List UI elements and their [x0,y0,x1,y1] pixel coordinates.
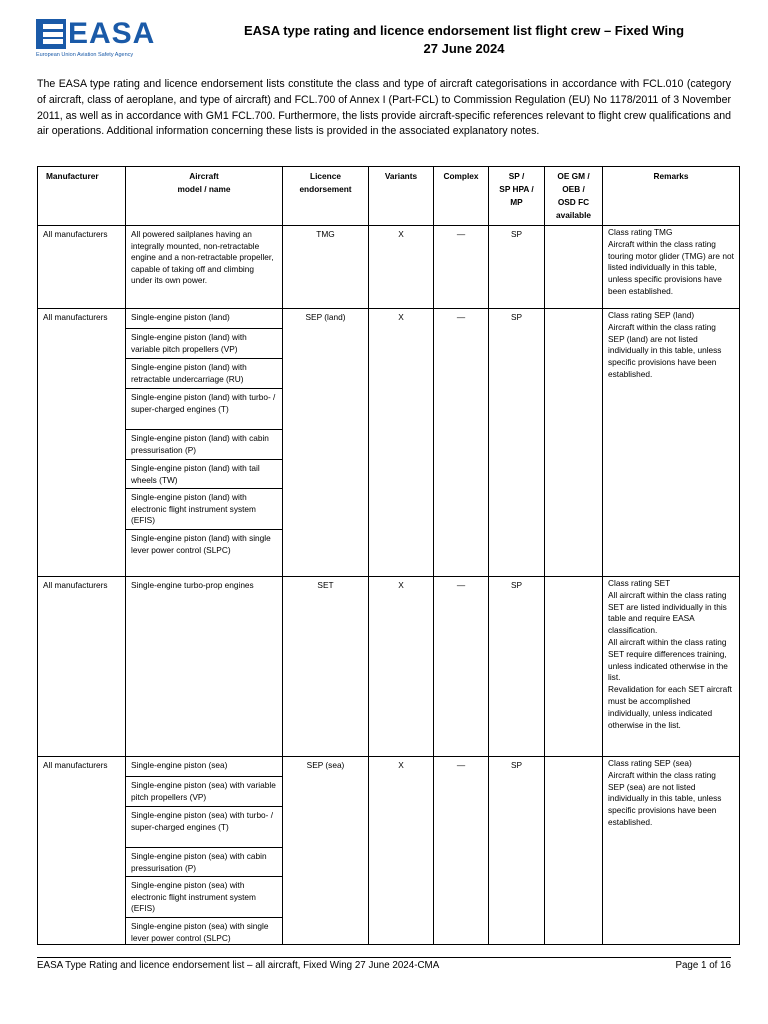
header-manufacturer: Manufacturer [38,167,126,226]
table-row [38,757,740,945]
cell-manufacturer: All manufacturers [38,226,126,309]
header-variants: Variants [369,167,434,226]
header-remarks: Remarks [603,167,740,226]
cell-manufacturer: All manufacturers [38,757,126,945]
table-row [38,309,740,577]
cell-variants: X [369,226,434,309]
header-aircraft: Aircraft model / name [126,167,283,226]
table-header-row [38,167,740,226]
cell-complex: — [434,309,489,577]
aircraft-sub-item: Single-engine piston (land) with tail wheels (TW) [126,460,282,489]
document-title [200,22,728,58]
aircraft-sub-item: Single-engine piston (sea) with single lever power control (SLPC) [131,921,269,943]
aircraft-sub-item: Single-engine piston (land) with retractable undercarriage (RU) [126,359,282,389]
logo-subtitle: European Union Aviation Safety Agency [36,52,134,58]
cell-manufacturer: All manufacturers [38,309,126,577]
cell-sp: SP [489,226,545,309]
title-date: 27 June 2024 [423,41,505,56]
header-sp: SP / SP HPA / MP [489,167,545,226]
type-rating-table [37,166,740,945]
cell-oe [545,577,603,757]
footer-page-number: Page 1 of 16 [675,960,731,971]
aircraft-sub-item: Single-engine piston (land) with cabin pressurisation (P) [126,430,282,460]
cell-licence: TMG [283,226,369,309]
aircraft-sub-item: Single-engine piston (sea) [126,757,282,777]
aircraft-sub-item: Single-engine piston (land) [126,309,282,329]
cell-licence: SEP (sea) [283,757,369,945]
cell-oe [545,226,603,309]
footer-doc-reference: EASA Type Rating and licence endorsement list – all aircraft, Fixed Wing 27 June 2024-CMA [37,960,440,971]
easa-logo [36,17,156,61]
cell-sp: SP [489,309,545,577]
logo-wordmark: EASA [68,17,156,50]
aircraft-sub-item: Single-engine piston (sea) with cabin pressurisation (P) [126,848,282,877]
cell-variants: X [369,309,434,577]
cell-aircraft: Single-engine turbo-prop engines [126,577,283,757]
cell-sp: SP [489,757,545,945]
cell-complex: — [434,577,489,757]
cell-remarks: Class rating SEP (sea) Aircraft within the class rating SEP (sea) are not listed individually in this table, unless specific provisions have been established. [603,757,740,945]
cell-remarks: Class rating SET All aircraft within the class rating SET are listed individually in this table and require EASA classification. All aircraft within the class rating SET require differences training, unless indicated otherwise in the list. Revalidation for each SET aircraft must be accomplished individually, unless indicated otherwise in the list. [603,577,740,757]
cell-manufacturer: All manufacturers [38,577,126,757]
cell-licence: SEP (land) [283,309,369,577]
header-complex: Complex [434,167,489,226]
cell-complex: — [434,226,489,309]
cell-aircraft-list [126,309,283,577]
cell-licence: SET [283,577,369,757]
aircraft-sub-item: Single-engine piston (sea) with electronic flight instrument system (EFIS) [126,877,282,918]
header-licence: Licence endorsement [283,167,369,226]
aircraft-sub-item: Single-engine piston (land) with turbo- / super-charged engines (T) [126,389,282,430]
header-oe: OE GM / OEB / OSD FC available [545,167,603,226]
intro-paragraph: The EASA type rating and licence endorsement lists constitute the class and type of aircraft categorisations in accordance with FCL.010 (category of aircraft, class of aeroplane, and type of aircraft) and FCL.700 of Annex I (Part-FCL) to Commission Regulation (EU) No 1178/2011 of 3 November 2011, as well as in accordance with GM1 FCL.700. Furthermore, the lists provide aircraft-specific references relevant to flight crew qualifications and air operations. Additional information concerning these lists is provided in the associated explanatory notes. [37,78,732,138]
cell-variants: X [369,577,434,757]
cell-oe [545,309,603,577]
aircraft-sub-item: Single-engine piston (sea) with turbo- / super-charged engines (T) [126,807,282,848]
table-row [38,577,740,757]
cell-aircraft-list [126,757,283,945]
cell-aircraft: All powered sailplanes having an integrally mounted, non-retractable engine and a non-retractable propeller, capable of taking off and climbing under its own power. [126,226,283,309]
title-text: EASA type rating and licence endorsement list flight crew – Fixed Wing [243,23,685,38]
footer-divider [37,957,731,958]
aircraft-sub-item: Single-engine piston (land) with electronic flight instrument system (EFIS) [126,489,282,530]
aircraft-sub-item: Single-engine piston (sea) with variable pitch propellers (VP) [126,777,282,807]
cell-oe [545,757,603,945]
aircraft-sub-item: Single-engine piston (land) with single lever power control (SLPC) [131,533,271,555]
cell-remarks: Class rating TMG Aircraft within the class rating touring motor glider (TMG) are not listed individually in this table, unless specific provisions have been established. [603,226,740,309]
cell-variants: X [369,757,434,945]
aircraft-sub-item: Single-engine piston (land) with variable pitch propellers (VP) [126,329,282,359]
cell-sp: SP [489,577,545,757]
cell-remarks: Class rating SEP (land) Aircraft within the class rating SEP (land) are not listed individually in this table, unless specific provisions have been established. [603,309,740,577]
easa-logo-mark-icon [36,19,66,49]
cell-complex: — [434,757,489,945]
table-row [38,226,740,309]
